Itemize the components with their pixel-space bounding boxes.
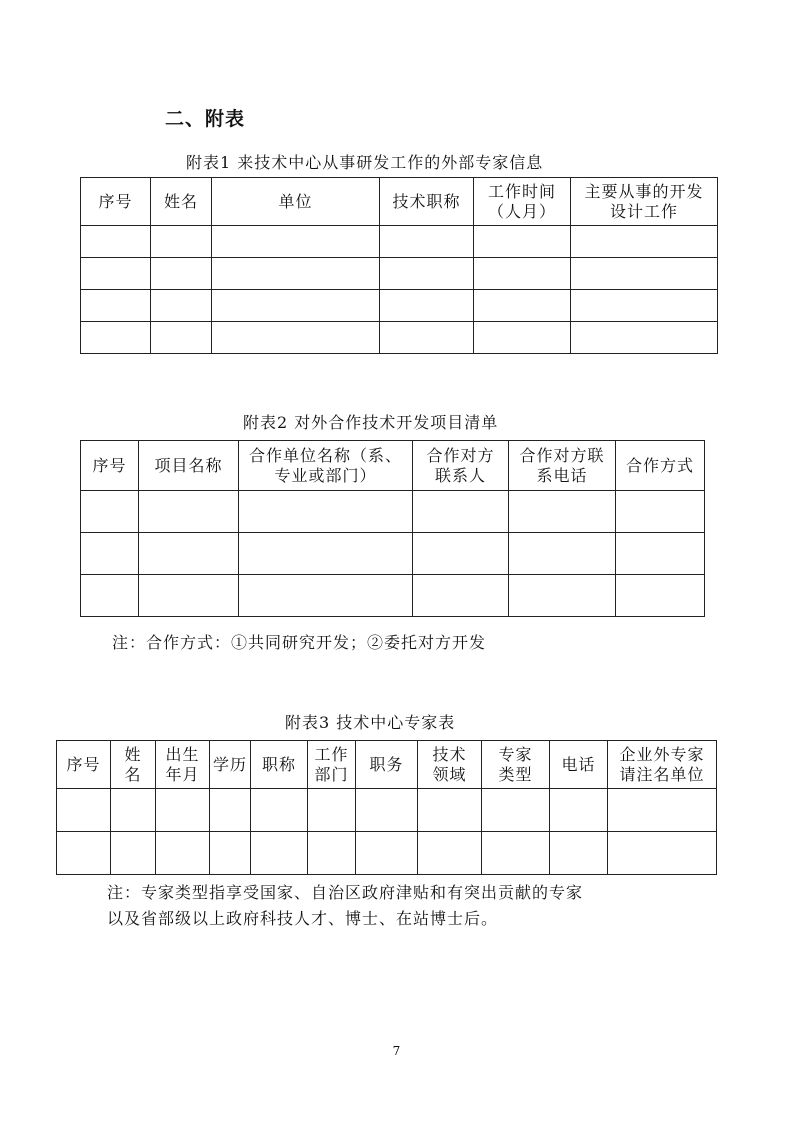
table-cell (380, 290, 474, 322)
table1-header: 单位 (212, 178, 380, 226)
table2-header: 序号 (81, 441, 139, 491)
table-cell (509, 533, 616, 575)
table1-header: 序号 (81, 178, 151, 226)
table-row (57, 832, 717, 875)
table-cell (156, 832, 210, 875)
table-cell (111, 789, 156, 832)
table-cell (239, 533, 413, 575)
table-cell (151, 290, 212, 322)
table-cell (210, 832, 251, 875)
table-cell (571, 290, 718, 322)
table1-header: 技术职称 (380, 178, 474, 226)
table-cell (380, 226, 474, 258)
table-cell (57, 789, 111, 832)
table-cell (151, 322, 212, 354)
table3-header: 序号 (57, 741, 111, 789)
table-cell (81, 575, 139, 617)
table-cell (356, 789, 418, 832)
table-cell (81, 290, 151, 322)
table-cell (413, 575, 509, 617)
page-number: 7 (392, 1044, 401, 1058)
table-cell (111, 832, 156, 875)
table-cell (550, 832, 608, 875)
table2-header: 合作单位名称（系、 专业或部门） (239, 441, 413, 491)
table-cell (81, 258, 151, 290)
table-cell (57, 832, 111, 875)
table-cell (308, 832, 356, 875)
table-cell (474, 322, 571, 354)
table-cell (210, 789, 251, 832)
table-cell (251, 832, 308, 875)
table-cell (356, 832, 418, 875)
table3-header: 姓 名 (111, 741, 156, 789)
table1-header: 姓名 (151, 178, 212, 226)
table-cell (380, 258, 474, 290)
table-cell (482, 832, 550, 875)
table-cell (571, 258, 718, 290)
table-row (81, 290, 718, 322)
table2-header: 合作方式 (616, 441, 705, 491)
table1 (80, 177, 718, 354)
table3-note-line1: 注：专家类型指享受国家、自治区政府津贴和有突出贡献的专家 (107, 883, 584, 902)
table-cell (151, 226, 212, 258)
table3-header: 职称 (251, 741, 308, 789)
table-cell (474, 290, 571, 322)
table2-header-row (81, 441, 705, 491)
table-cell (474, 226, 571, 258)
table-cell (81, 322, 151, 354)
table-cell (571, 322, 718, 354)
table-cell (616, 575, 705, 617)
table-cell (474, 258, 571, 290)
table3-header: 工作 部门 (308, 741, 356, 789)
table-cell (413, 491, 509, 533)
table2-header: 项目名称 (139, 441, 239, 491)
table-cell (608, 832, 717, 875)
table-cell (418, 789, 482, 832)
table-cell (418, 832, 482, 875)
table3-note-line2: 以及省部级以上政府科技人才、博士、在站博士后。 (107, 909, 499, 928)
table-cell (151, 258, 212, 290)
table3-header: 电话 (550, 741, 608, 789)
section-title: 二、附表 (165, 108, 246, 130)
table2-caption: 附表2 对外合作技术开发项目清单 (243, 413, 499, 432)
table-cell (413, 533, 509, 575)
table-row (81, 322, 718, 354)
table-cell (509, 575, 616, 617)
table1-header: 主要从事的开发 设计工作 (571, 178, 718, 226)
table2-header: 合作对方联 系电话 (509, 441, 616, 491)
table2-note: 注：合作方式：①共同研究开发；②委托对方开发 (112, 633, 487, 652)
table-row (81, 226, 718, 258)
table-cell (251, 789, 308, 832)
table-row (81, 491, 705, 533)
table-cell (156, 789, 210, 832)
table3-header: 专家 类型 (482, 741, 550, 789)
table-cell (212, 258, 380, 290)
table-cell (616, 491, 705, 533)
table1-header-row (81, 178, 718, 226)
table3-header: 企业外专家 请注名单位 (608, 741, 717, 789)
table-cell (81, 533, 139, 575)
table3-header: 技术 领域 (418, 741, 482, 789)
table-cell (550, 789, 608, 832)
table3 (56, 740, 717, 875)
table3-header: 出生 年月 (156, 741, 210, 789)
table-cell (139, 533, 239, 575)
table3-header: 学历 (210, 741, 251, 789)
table-cell (380, 322, 474, 354)
table-cell (482, 789, 550, 832)
table-row (57, 789, 717, 832)
table2 (80, 440, 705, 617)
table-cell (571, 226, 718, 258)
table-cell (608, 789, 717, 832)
table-cell (81, 226, 151, 258)
table-cell (239, 491, 413, 533)
table-row (81, 575, 705, 617)
table-cell (139, 491, 239, 533)
table-cell (239, 575, 413, 617)
table-cell (139, 575, 239, 617)
table-row (81, 258, 718, 290)
table1-header: 工作时间 （人月） (474, 178, 571, 226)
table3-header-row (57, 741, 717, 789)
table2-header: 合作对方 联系人 (413, 441, 509, 491)
table-row (81, 533, 705, 575)
table-cell (308, 789, 356, 832)
table-cell (509, 491, 616, 533)
table1-caption: 附表1 来技术中心从事研发工作的外部专家信息 (186, 153, 544, 172)
table3-header: 职务 (356, 741, 418, 789)
table-cell (212, 322, 380, 354)
table-cell (212, 226, 380, 258)
table-cell (616, 533, 705, 575)
table-cell (81, 491, 139, 533)
table3-caption: 附表3 技术中心专家表 (285, 713, 456, 732)
table-cell (212, 290, 380, 322)
